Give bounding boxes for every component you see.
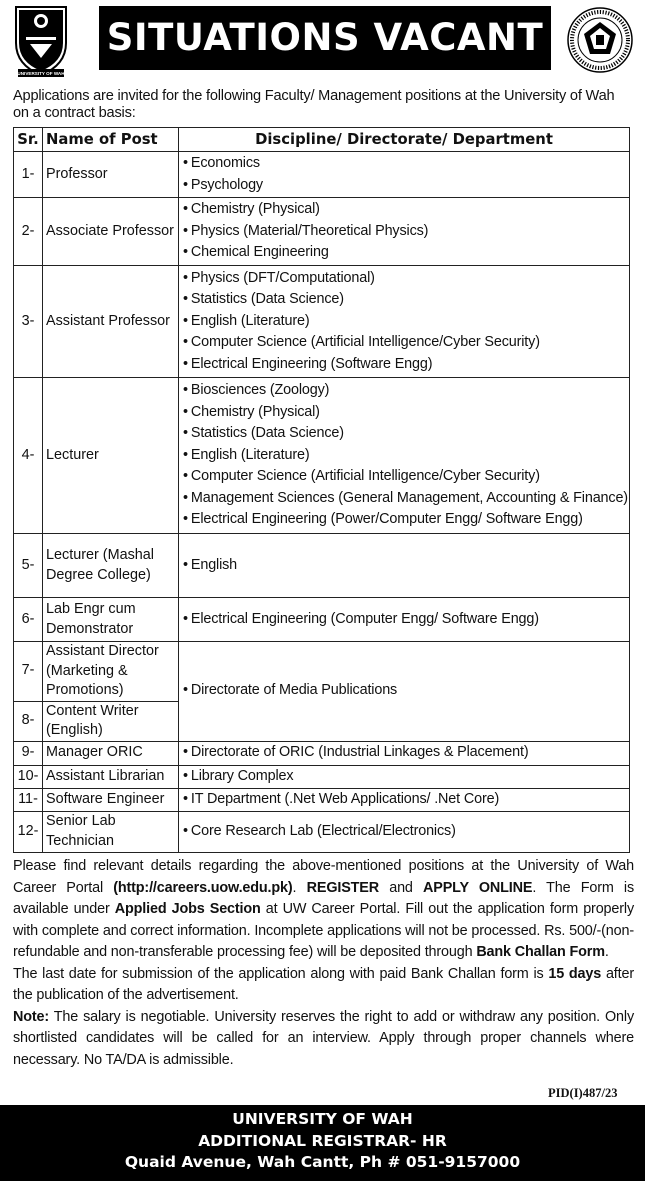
table-row xyxy=(14,765,630,788)
header-name: Name of Post xyxy=(43,128,179,152)
row-sr: 8- xyxy=(14,701,43,741)
discipline-item: • Chemistry (Physical) xyxy=(183,199,629,221)
footer-university: UNIVERSITY OF WAH xyxy=(232,1110,413,1128)
header xyxy=(0,0,645,82)
text-span: . The Form is available under xyxy=(13,879,634,917)
wah-seal-logo xyxy=(566,5,634,75)
row-sr: 10- xyxy=(14,765,43,788)
note-text: The salary is negotiable. University reserves the right to add or withdraw any position. Only shortlisted candidates will be called for an interview. Apply through proper channels where necessary. No TA/DA is admissible. xyxy=(13,1008,634,1068)
row-post-name: Lecturer (Mashal Degree College) xyxy=(43,534,179,598)
row-post-name: Assistant Professor xyxy=(43,266,179,378)
discipline-item: • Biosciences (Zoology) xyxy=(183,380,629,402)
discipline-item: • Electrical Engineering (Computer Engg/ Software Engg) xyxy=(183,609,629,631)
bold-text: Bank Challan Form xyxy=(476,944,605,960)
row-sr: 2- xyxy=(14,198,43,266)
row-disciplines xyxy=(179,266,630,378)
table-row xyxy=(14,811,630,852)
row-disciplines xyxy=(179,741,630,765)
row-post-name: Content Writer (English) xyxy=(43,701,179,741)
table-row xyxy=(14,534,630,598)
discipline-item: • Chemistry (Physical) xyxy=(183,402,629,424)
table-row xyxy=(14,198,630,266)
intro-text: Applications are invited for the following Faculty/ Management positions at the University of Wah on a contract basis: xyxy=(13,88,615,121)
row-sr: 12- xyxy=(14,811,43,852)
row-post-name: Manager ORIC xyxy=(43,741,179,765)
discipline-item: • Management Sciences (General Management, Accounting & Finance) xyxy=(183,488,629,510)
discipline-item: • English xyxy=(183,555,629,577)
table-row xyxy=(14,598,630,642)
header-sr: Sr. xyxy=(14,128,43,152)
discipline-item: • English (Literature) xyxy=(183,445,629,467)
logo-caption: UNIVERSITY OF WAH xyxy=(17,71,65,76)
row-post-name: Assistant Librarian xyxy=(43,765,179,788)
discipline-item: • Electrical Engineering (Power/Computer Engg/ Software Engg) xyxy=(183,509,629,531)
text-span: The last date for submission of the application along with paid Bank Challan form is xyxy=(13,965,549,982)
row-sr: 5- xyxy=(14,534,43,598)
row-sr: 11- xyxy=(14,788,43,811)
text-span: Please find relevant details regarding the above-mentioned positions at the University of Wah Career Portal xyxy=(13,858,634,896)
text-span: . xyxy=(292,879,307,896)
bold-text: REGISTER xyxy=(306,879,379,896)
pid-number: PID(I)487/23 xyxy=(548,1086,618,1100)
text-span: . xyxy=(604,944,609,960)
table-row xyxy=(14,378,630,534)
career-portal-link[interactable]: (http://careers.uow.edu.pk) xyxy=(113,879,293,896)
row-post-name: Professor xyxy=(43,152,179,198)
row-disciplines xyxy=(179,811,630,852)
university-logo xyxy=(10,3,72,79)
row-disciplines xyxy=(179,152,630,198)
discipline-item: • Physics (DFT/Computational) xyxy=(183,268,629,290)
discipline-item: • Electrical Engineering (Software Engg) xyxy=(183,354,629,376)
row-sr: 4- xyxy=(14,378,43,534)
row-sr: 1- xyxy=(14,152,43,198)
row-disciplines xyxy=(179,198,630,266)
bold-text: 15 days xyxy=(548,965,602,982)
discipline-item: • IT Department (.Net Web Applications/ .Net Core) xyxy=(183,789,629,811)
discipline-item: • Statistics (Data Science) xyxy=(183,289,629,311)
text-span: at UW Career Portal. Fill out the application form properly with complete and correct information. Incomplete applications will not be processed. Rs. 500/-(non-refundable and non-transferable processing fee) will be deposited through xyxy=(13,901,634,960)
discipline-item: • English (Literature) xyxy=(183,311,629,333)
footer-address: Quaid Avenue, Wah Cantt, Ph # 051-9157000 xyxy=(124,1153,521,1171)
table-row xyxy=(14,741,630,765)
row-post-name: Associate Professor xyxy=(43,198,179,266)
table-header-row xyxy=(14,128,630,152)
bold-text: APPLY ONLINE xyxy=(423,879,533,896)
row-post-name: Lecturer xyxy=(43,378,179,534)
row-post-name: Software Engineer xyxy=(43,788,179,811)
discipline-item: • Computer Science (Artificial Intelligence/Cyber Security) xyxy=(183,466,629,488)
row-sr: 7- xyxy=(14,642,43,702)
row-post-name: Senior Lab Technician xyxy=(43,811,179,852)
footer xyxy=(0,1105,645,1181)
table-row xyxy=(14,266,630,378)
row-disciplines xyxy=(179,642,630,742)
bold-text: Applied Jobs Section xyxy=(114,901,261,917)
discipline-item: • Physics (Material/Theoretical Physics) xyxy=(183,221,629,243)
page-title: SITUATIONS VACANT xyxy=(99,6,551,70)
row-post-name: Assistant Director (Marketing & Promotions) xyxy=(43,642,179,702)
row-sr: 3- xyxy=(14,266,43,378)
note-paragraph xyxy=(13,1007,634,1072)
text-span: and xyxy=(379,879,423,896)
discipline-item: • Computer Science (Artificial Intelligence/Cyber Security) xyxy=(183,332,629,354)
row-disciplines xyxy=(179,598,630,642)
row-sr: 9- xyxy=(14,741,43,765)
discipline-item: • Economics xyxy=(183,153,629,175)
header-discipline: Discipline/ Directorate/ Department xyxy=(179,128,630,152)
instructions-paragraph xyxy=(13,856,634,964)
row-disciplines xyxy=(179,534,630,598)
discipline-item: • Directorate of ORIC (Industrial Linkages & Placement) xyxy=(183,742,629,764)
deadline-paragraph xyxy=(13,964,634,1007)
discipline-item: • Psychology xyxy=(183,175,629,197)
row-disciplines xyxy=(179,788,630,811)
discipline-item: • Directorate of Media Publications xyxy=(183,680,629,702)
discipline-item: • Chemical Engineering xyxy=(183,242,629,264)
row-sr: 6- xyxy=(14,598,43,642)
instructions xyxy=(13,856,634,1071)
table-row xyxy=(14,642,630,702)
table-row xyxy=(14,152,630,198)
discipline-item: • Library Complex xyxy=(183,766,629,788)
table-row xyxy=(14,788,630,811)
discipline-item: • Core Research Lab (Electrical/Electronics) xyxy=(183,821,629,843)
positions-table xyxy=(13,127,630,853)
row-disciplines xyxy=(179,765,630,788)
note-label: Note: xyxy=(13,1008,50,1025)
row-post-name: Lab Engr cum Demonstrator xyxy=(43,598,179,642)
row-disciplines xyxy=(179,378,630,534)
text-span: after the publication of the advertisement. xyxy=(13,965,634,1003)
footer-registrar: ADDITIONAL REGISTRAR- HR xyxy=(198,1131,447,1150)
discipline-item: • Statistics (Data Science) xyxy=(183,423,629,445)
